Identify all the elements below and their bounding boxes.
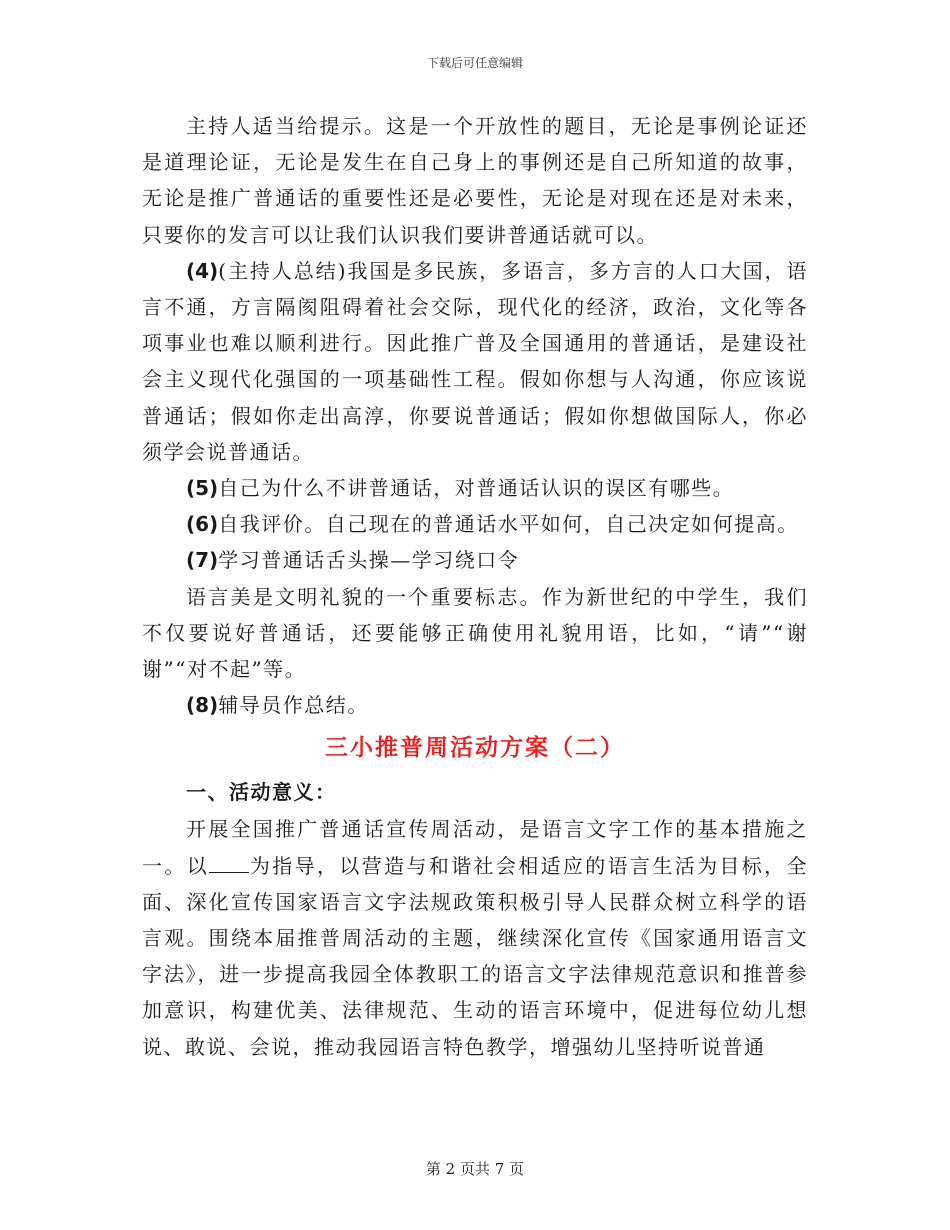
paragraph-item-8: [142, 687, 808, 723]
item-text: 自己为什么不讲普通话，对普通话认识的误区有哪些。: [218, 476, 735, 501]
item-text: (主持人总结)我国是多民族，多语言，多方言的人口大国，语言不通，方言隔阂阻碍着社会交际，现代化的经济，政治，文化等各项事业也难以顺利进行。因此推广普及全国通用的普通话，是建设社会主义现代化强国的一项基础性工程。假如你想与人沟通，你应该说普通话；假如你走出高淳，你要说普通话；假如你想做国际人，你必须学会说普通话。: [142, 258, 808, 464]
fill-in-blank: [209, 852, 249, 873]
paragraph-item-4: [142, 253, 808, 470]
document-body: [142, 108, 808, 1065]
paragraph-significance: [142, 811, 808, 1064]
paragraph-item-6: [142, 506, 808, 542]
item-number: (8): [186, 693, 219, 718]
section-heading-significance: 一、活动意义：: [186, 780, 337, 805]
section-title: 三小推普周活动方案（二）: [325, 734, 625, 762]
paragraph-language-beauty: 语言美是文明礼貌的一个重要标志。作为新世纪的中学生，我们不仅要说好普通话，还要能够正确使用礼貌用语，比如，“请”“谢谢”“对不起”等。: [142, 584, 808, 682]
text-after-blank: 为指导，以营造与和谐社会相适应的语言生活为目标，全面、深化宣传国家语言文字法规政策积极引导人民群众树立科学的语言观。围绕本届推普周活动的主题，继续深化宣传《国家通用语言文字法》，进一步提高我园全体教职工的语言文字法律规范意识和推普参加意识，构建优美、法律规范、生动的语言环境中，促进每位幼儿想说、敢说、会说，推动我园语言特色教学，增强幼儿坚持听说普通: [142, 853, 809, 1059]
page-header: 下载后可任意编辑: [426, 56, 523, 70]
item-number: (6): [186, 512, 219, 537]
paragraph-item-5: [142, 470, 808, 506]
item-text: 自我评价。自己现在的普通话水平如何，自己决定如何提高。: [218, 512, 799, 537]
item-text: 学习普通话舌头操—学习绕口令: [218, 548, 520, 573]
item-number: (7): [186, 548, 219, 573]
page-footer: 第 2 页共 7 页: [425, 1160, 525, 1178]
item-number: (5): [186, 476, 219, 501]
item-text: 辅导员作总结。: [218, 693, 369, 718]
item-number: (4): [186, 258, 219, 283]
text-before-blank: 开展全国推广普通话宣传周活动，是语言文字工作的基本措施之一。以: [142, 817, 808, 878]
paragraph-host-hint: 主持人适当给提示。这是一个开放性的题目，无论是事例论证还是道理论证，无论是发生在自己身上的事例还是自己所知道的故事，无论是推广普通话的重要性还是必要性，无论是对现在还是对未来，只要你的发言可以让我们认识我们要讲普通话就可以。: [142, 114, 808, 247]
paragraph-item-7: [142, 542, 808, 578]
